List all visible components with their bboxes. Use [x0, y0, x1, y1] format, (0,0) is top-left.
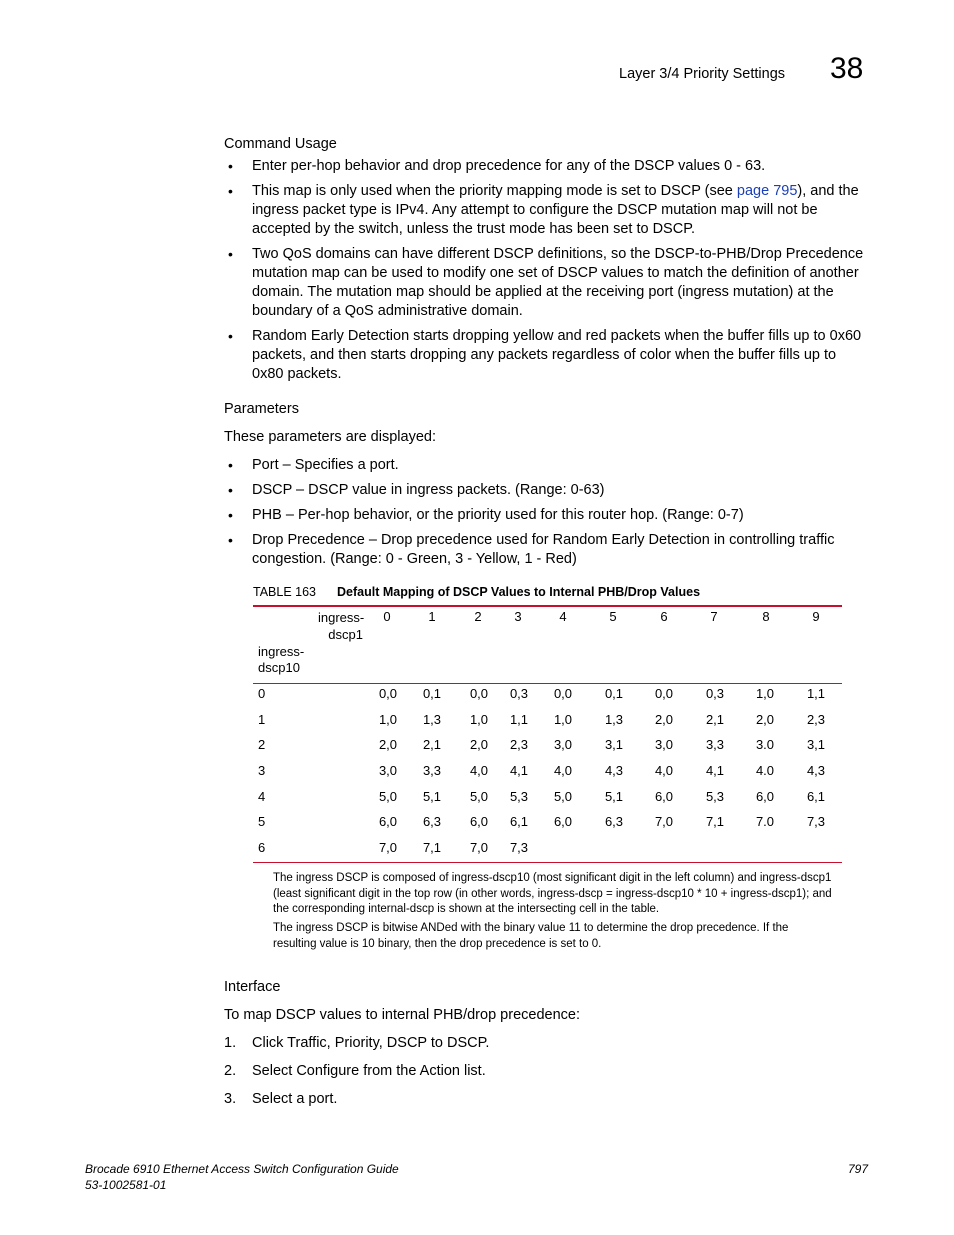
table-cell: 2,0 [755, 712, 775, 727]
table-note: The ingress DSCP is composed of ingress-dscp10 (most significant digit in the left column) and ingress-dscp1 (least significant digit in the top row (in other words, ingress-dscp = ingress-dscp10 * 10 + ingress-dscp1); and the corresponding internal-dscp is shown at the intersecting cell in the table. [273, 872, 832, 915]
table-cell: 7,1 [422, 840, 442, 855]
table-cell: 5,0 [378, 789, 398, 804]
table-cell: 6,0 [755, 789, 775, 804]
parameters-heading: Parameters [224, 401, 299, 417]
table-cell: 4,1 [509, 763, 529, 778]
list-item [224, 531, 869, 569]
step-text: Click Traffic, Priority, DSCP to DSCP. [252, 1035, 490, 1051]
table-cell: 4,3 [604, 763, 624, 778]
table-cell: 6,1 [806, 789, 826, 804]
table-cell: 1,0 [553, 712, 573, 727]
bullet-text: ), and the [797, 183, 859, 199]
steps-list [224, 1034, 489, 1118]
table-cell: 3,3 [422, 763, 442, 778]
step-number: 2. [224, 1063, 237, 1079]
step-number: 3. [224, 1091, 237, 1107]
corner-bottom-line: dscp10 [258, 660, 300, 675]
param-desc: – Per-hop behavior, or the priority used for this router hop. (Range: 0-7) [281, 507, 744, 523]
column-header: 3 [514, 609, 522, 624]
command-usage-heading: Command Usage [224, 136, 337, 152]
column-header: 4 [559, 609, 567, 624]
table-cell: 1,3 [422, 712, 442, 727]
column-header: 1 [428, 609, 436, 624]
parameters-list [224, 456, 869, 569]
corner-label-bottom [258, 644, 304, 676]
table-cell: 3,1 [806, 737, 826, 752]
step-item [224, 1090, 489, 1118]
table-cell: 2,0 [378, 737, 398, 752]
table-cell: 7,3 [806, 814, 826, 829]
table-cell: 1,0 [755, 686, 775, 701]
table-cell: 0,3 [509, 686, 529, 701]
parameters-intro: These parameters are displayed: [224, 429, 436, 445]
row-label: 0 [258, 686, 266, 701]
table-cell: 4,0 [469, 763, 489, 778]
list-item [224, 182, 869, 239]
table-cell: 2,0 [469, 737, 489, 752]
row-label: 3 [258, 763, 266, 778]
corner-top-line: ingress- [318, 610, 365, 625]
table-cell: 1,1 [806, 686, 826, 701]
footer-guide-title: Brocade 6910 Ethernet Access Switch Configuration Guide [85, 1162, 399, 1176]
param-term: Drop Precedence [252, 532, 365, 548]
table-cell: 4,0 [553, 763, 573, 778]
column-header: 0 [383, 609, 391, 624]
table-cell: 4,1 [705, 763, 725, 778]
table-cell: 7,3 [509, 840, 529, 855]
table-note: The ingress DSCP is bitwise ANDed with the binary value 11 to determine the drop precedence. If the resulting value is 10 binary, then the drop precedence is set to 0. [273, 922, 789, 950]
param-term: Port [252, 457, 279, 473]
table-cell: 2,1 [705, 712, 725, 727]
table-cell: 1,0 [469, 712, 489, 727]
list-item: • Enter per-hop behavior and drop precedence for any of the DSCP values 0 - 63. [224, 157, 869, 176]
row-label: 6 [258, 840, 266, 855]
list-item [224, 506, 869, 525]
table-cell: 7,0 [378, 840, 398, 855]
column-header: 2 [474, 609, 482, 624]
row-label: 2 [258, 737, 266, 752]
command-usage-list [224, 157, 869, 384]
table-cell: 3,0 [378, 763, 398, 778]
column-header: 5 [609, 609, 617, 624]
table-cell: 4,3 [806, 763, 826, 778]
table-cell: 6,3 [422, 814, 442, 829]
row-label: 1 [258, 712, 266, 727]
footer-page-number: 797 [848, 1162, 869, 1176]
table-title: Default Mapping of DSCP Values to Internal PHB/Drop Values [337, 585, 701, 599]
table-label: TABLE 163 [253, 585, 317, 599]
corner-label-top [318, 609, 363, 643]
table-bottom-rule [253, 862, 842, 863]
bullet-text: ingress packet type is IPv4. Any attempt to configure the DSCP mutation map will not be accepted by the switch, unless the trust mode has been set to DSCP. [252, 202, 818, 237]
table-cell: 3,0 [553, 737, 573, 752]
step-number: 1. [224, 1035, 237, 1051]
table-cell: 1,0 [378, 712, 398, 727]
table-cell: 2,3 [806, 712, 826, 727]
table-cell: 6,0 [553, 814, 573, 829]
param-desc: – DSCP value in ingress packets. (Range: 0-63) [292, 482, 605, 498]
list-item [224, 456, 869, 475]
table-cell: 7.0 [755, 814, 775, 829]
param-desc: – Drop precedence used for Random Early Detection in controlling traffic congestion. (Range: 0 - Green, 3 - Yellow, 1 - Red) [252, 532, 835, 567]
step-item [224, 1062, 489, 1090]
table-cell: 3,1 [604, 737, 624, 752]
table-cell: 0,1 [604, 686, 624, 701]
table-cell: 6,0 [654, 789, 674, 804]
table-cell: 6,3 [604, 814, 624, 829]
table-cell: 7,0 [654, 814, 674, 829]
table-cell: 5,1 [422, 789, 442, 804]
table-cell: 5,0 [469, 789, 489, 804]
table-cell: 3,3 [705, 737, 725, 752]
running-header-title: Layer 3/4 Priority Settings [619, 66, 786, 82]
step-text: Select a port. [252, 1091, 338, 1107]
table-header-rule [253, 683, 842, 684]
interface-intro: To map DSCP values to internal PHB/drop precedence: [224, 1007, 580, 1023]
column-header: 7 [710, 609, 718, 624]
page-link[interactable]: page 795 [736, 183, 798, 199]
table-cell: 6,1 [509, 814, 529, 829]
table-cell: 3,0 [654, 737, 674, 752]
table-cell: 0,0 [553, 686, 573, 701]
row-label: 4 [258, 789, 266, 804]
table-cell: 1,1 [509, 712, 529, 727]
footer-doc-number: 53-1002581-01 [85, 1178, 167, 1192]
table-cell: 5,3 [705, 789, 725, 804]
param-term: DSCP [252, 482, 293, 498]
table-cell: 0,0 [654, 686, 674, 701]
table-cell: 0,1 [422, 686, 442, 701]
table-cell: 0,0 [469, 686, 489, 701]
table-cell: 7,0 [469, 840, 489, 855]
table-cell: 4.0 [755, 763, 775, 778]
table-cell: 2,0 [654, 712, 674, 727]
table-cell: 5,3 [509, 789, 529, 804]
step-item [224, 1034, 489, 1062]
table-cell: 2,1 [422, 737, 442, 752]
table-top-rule [253, 605, 842, 607]
table-cell: 5,0 [553, 789, 573, 804]
chapter-number: 38 [830, 52, 864, 85]
table-cell: 4,0 [654, 763, 674, 778]
corner-top-line: dscp1 [328, 627, 363, 642]
table-cell: 7,1 [705, 814, 725, 829]
table-cell: 3.0 [755, 737, 775, 752]
table-cell: 5,1 [604, 789, 624, 804]
table-cell: 1,3 [604, 712, 624, 727]
param-desc: – Specifies a port. [278, 457, 399, 473]
param-term: PHB [252, 507, 282, 523]
table-cell: 0,3 [705, 686, 725, 701]
column-header: 8 [762, 609, 770, 624]
table-cell: 0,0 [378, 686, 398, 701]
list-item: • Two QoS domains can have different DSCP definitions, so the DSCP-to-PHB/Drop Precedence mutation map can be used to modify one set of DSCP values to match the definition of another domain. The mutation map should be applied at the receiving port (ingress mutation) at the boundary of a QoS administrative domain. [224, 245, 869, 321]
table-caption [253, 585, 700, 599]
table-cell: 6,0 [469, 814, 489, 829]
list-item: • Random Early Detection starts dropping yellow and red packets when the buffer fills up to 0x60 packets, and then starts dropping any packets regardless of color when the buffer fills up to 0x80 packets. [224, 327, 869, 384]
table-cell: 2,3 [509, 737, 529, 752]
interface-heading: Interface [224, 979, 281, 995]
column-header: 6 [660, 609, 668, 624]
bullet-text: This map is only used when the priority mapping mode is set to DSCP (see [252, 183, 737, 199]
corner-bottom-line: ingress- [258, 644, 305, 659]
table-cell: 6,0 [378, 814, 398, 829]
row-label: 5 [258, 814, 266, 829]
step-text: Select Configure from the Action list. [252, 1063, 486, 1079]
list-item [224, 481, 869, 500]
column-header: 9 [812, 609, 820, 624]
